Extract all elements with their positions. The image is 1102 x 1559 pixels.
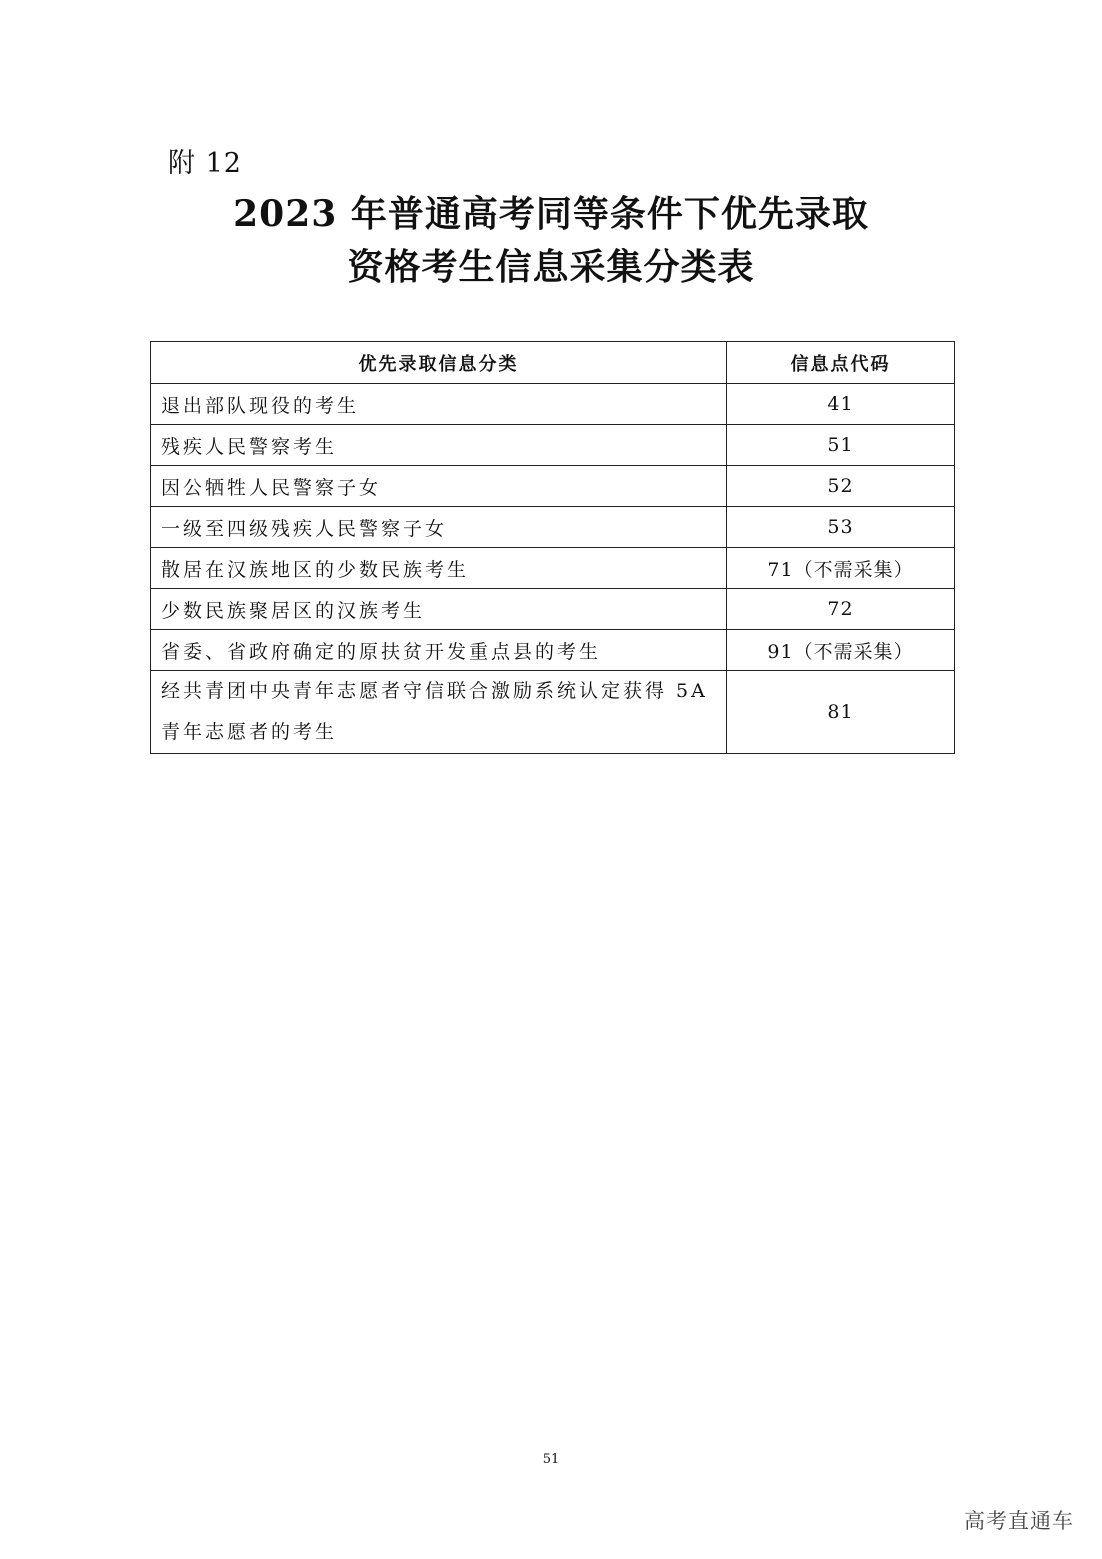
- code-cell: 41: [727, 384, 955, 425]
- category-cell: 因公牺牲人民警察子女: [151, 466, 727, 507]
- attachment-label: 附 12: [168, 148, 242, 179]
- document-title-line-2: 资格考生信息采集分类表: [347, 246, 755, 288]
- category-cell: 散居在汉族地区的少数民族考生: [151, 548, 727, 589]
- table-row: [151, 384, 955, 425]
- category-cell: 省委、省政府确定的原扶贫开发重点县的考生: [151, 630, 727, 671]
- table-row: [151, 671, 955, 754]
- code-cell: 52: [727, 466, 955, 507]
- category-cell: 经共青团中央青年志愿者守信联合激励系统认定获得 5A 青年志愿者的考生: [151, 671, 727, 754]
- header-category: 优先录取信息分类: [151, 342, 727, 384]
- table-row: [151, 507, 955, 548]
- code-cell: 71（不需采集）: [727, 548, 955, 589]
- category-cell: 一级至四级残疾人民警察子女: [151, 507, 727, 548]
- page-number: 51: [542, 1452, 560, 1467]
- code-cell: 81: [727, 671, 955, 754]
- watermark-text: 高考直通车: [964, 1509, 1074, 1533]
- table-row: [151, 548, 955, 589]
- table-header-row: [151, 342, 955, 384]
- category-cell: 残疾人民警察考生: [151, 425, 727, 466]
- table-row: [151, 630, 955, 671]
- code-cell: 72: [727, 589, 955, 630]
- header-code: 信息点代码: [727, 342, 955, 384]
- priority-admission-table: [150, 341, 955, 754]
- code-cell: 53: [727, 507, 955, 548]
- document-title-line-1: 2023 年普通高考同等条件下优先录取: [233, 193, 869, 235]
- table-row: [151, 466, 955, 507]
- code-cell: 51: [727, 425, 955, 466]
- table-row: [151, 589, 955, 630]
- table-row: [151, 425, 955, 466]
- category-cell: 少数民族聚居区的汉族考生: [151, 589, 727, 630]
- category-cell: 退出部队现役的考生: [151, 384, 727, 425]
- code-cell: 91（不需采集）: [727, 630, 955, 671]
